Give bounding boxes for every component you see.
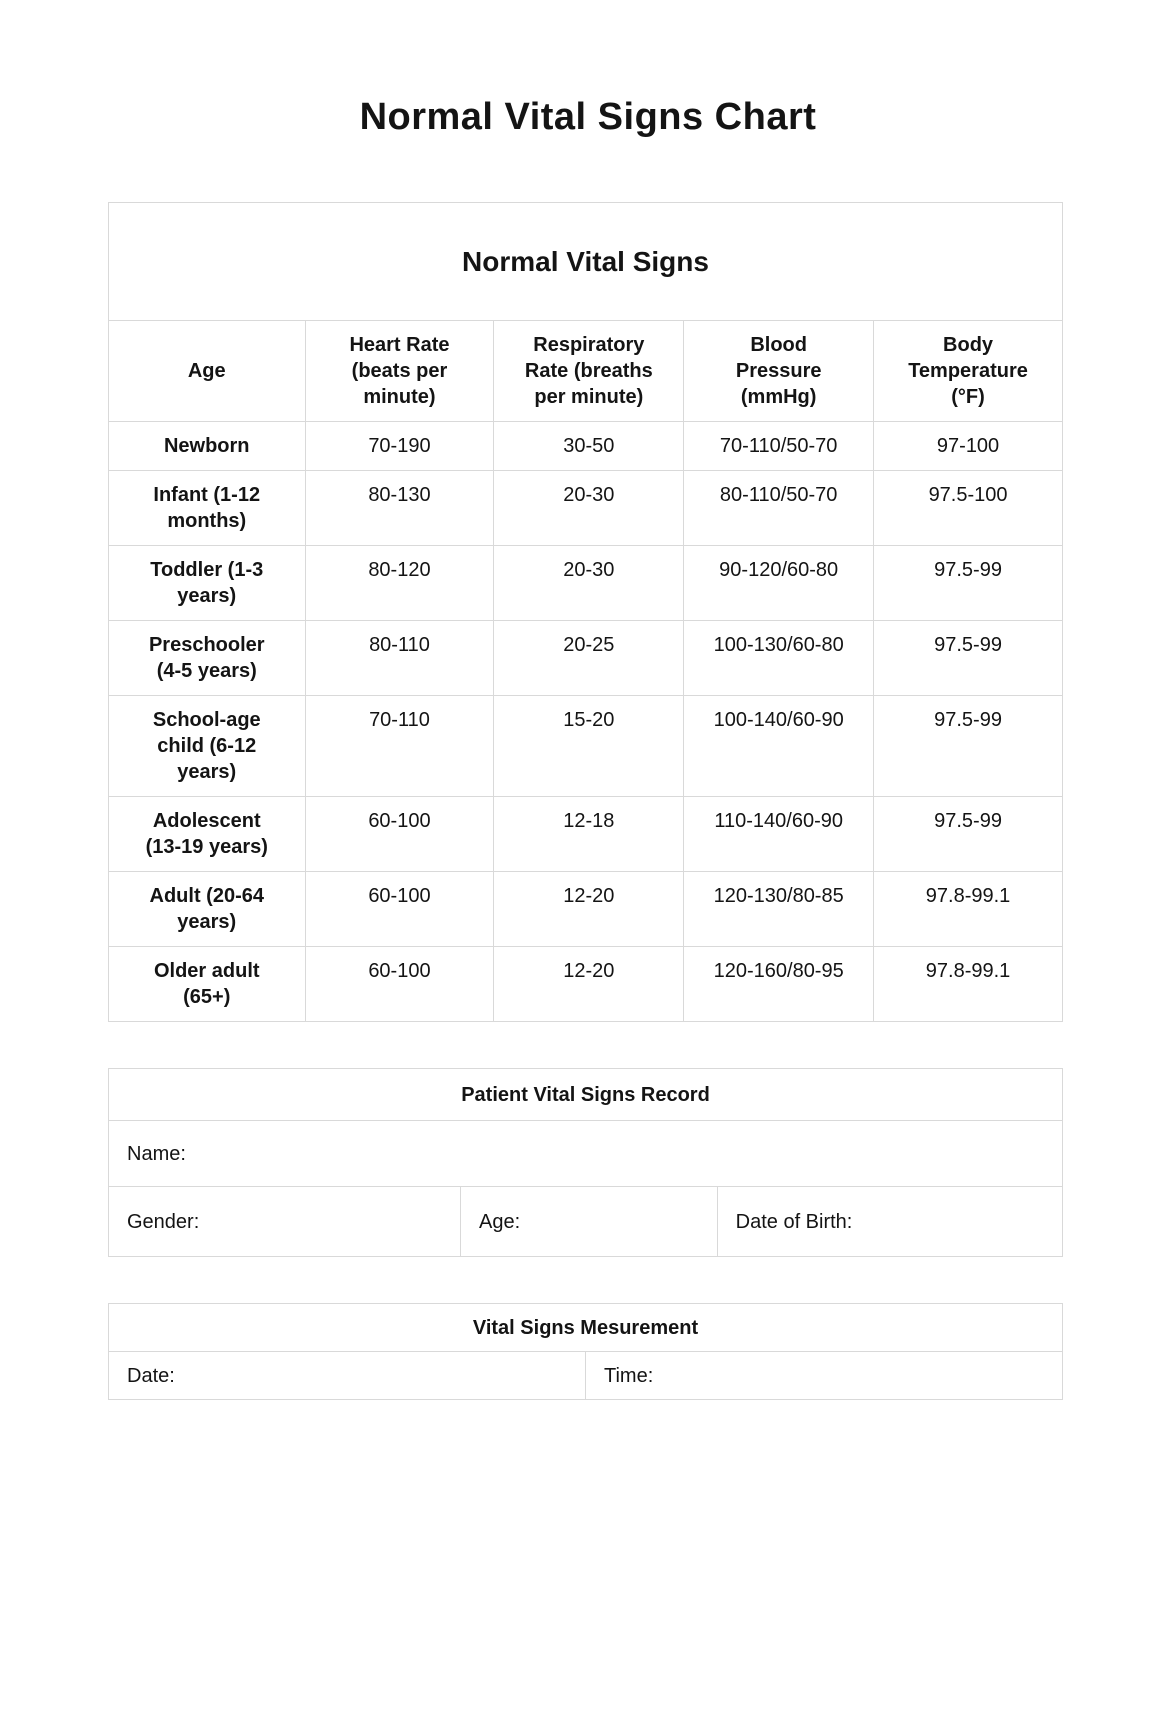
page-title: Normal Vital Signs Chart — [359, 96, 817, 138]
table-header-row — [109, 321, 1063, 422]
blood-pressure-cell: 100-140/60-90 — [684, 696, 874, 797]
respiratory-rate-cell: 20-25 — [494, 621, 684, 696]
column-header-blood-pressure: Blood Pressure (mmHg) — [684, 321, 874, 422]
time-field: Time: — [586, 1352, 1063, 1400]
table-row — [109, 471, 1063, 546]
column-header-body-temperature: Body Temperature (°F) — [874, 321, 1063, 422]
heart-rate-cell: 80-130 — [305, 471, 494, 546]
body-temperature-cell: 97.8-99.1 — [874, 872, 1063, 947]
age-cell: Older adult (65+) — [109, 947, 306, 1022]
age-cell: School-age child (6-12 years) — [109, 696, 306, 797]
column-header-heart-rate: Heart Rate (beats per minute) — [305, 321, 494, 422]
patient-record-section — [108, 1068, 1063, 1257]
age-cell: Toddler (1-3 years) — [109, 546, 306, 621]
document-sheet — [108, 202, 1063, 1400]
patient-details-row — [109, 1187, 1063, 1257]
heart-rate-cell: 60-100 — [305, 872, 494, 947]
section-title: Patient Vital Signs Record — [109, 1069, 1063, 1121]
table-row — [109, 422, 1063, 471]
table-row — [109, 797, 1063, 872]
table-row — [109, 872, 1063, 947]
gender-field: Gender: — [109, 1187, 461, 1257]
blood-pressure-cell: 90-120/60-80 — [684, 546, 874, 621]
blood-pressure-cell: 120-160/80-95 — [684, 947, 874, 1022]
blood-pressure-cell: 100-130/60-80 — [684, 621, 874, 696]
table-row — [109, 621, 1063, 696]
body-temperature-cell: 97.5-99 — [874, 696, 1063, 797]
name-row — [109, 1121, 1063, 1187]
section-title: Vital Signs Mesurement — [109, 1304, 1063, 1352]
table-title-row — [109, 203, 1063, 321]
heart-rate-cell: 70-110 — [305, 696, 494, 797]
body-temperature-cell: 97.5-99 — [874, 797, 1063, 872]
measurement-row — [109, 1352, 1063, 1400]
table-row — [109, 947, 1063, 1022]
table-title: Normal Vital Signs — [109, 203, 1063, 321]
measurement-section — [108, 1303, 1063, 1400]
body-temperature-cell: 97.5-99 — [874, 621, 1063, 696]
blood-pressure-cell: 120-130/80-85 — [684, 872, 874, 947]
respiratory-rate-cell: 20-30 — [494, 546, 684, 621]
normal-vital-signs-table — [108, 202, 1063, 1022]
section-title-row — [109, 1304, 1063, 1352]
table-row — [109, 546, 1063, 621]
respiratory-rate-cell: 12-20 — [494, 872, 684, 947]
body-temperature-cell: 97-100 — [874, 422, 1063, 471]
body-temperature-cell: 97.8-99.1 — [874, 947, 1063, 1022]
blood-pressure-cell: 70-110/50-70 — [684, 422, 874, 471]
respiratory-rate-cell: 20-30 — [494, 471, 684, 546]
blood-pressure-cell: 110-140/60-90 — [684, 797, 874, 872]
table-row — [109, 696, 1063, 797]
name-field: Name: — [109, 1121, 1063, 1187]
column-header-age: Age — [109, 321, 306, 422]
age-cell: Infant (1-12 months) — [109, 471, 306, 546]
age-cell: Newborn — [109, 422, 306, 471]
document-page — [0, 94, 1176, 1724]
age-field: Age: — [461, 1187, 718, 1257]
heart-rate-cell: 60-100 — [305, 797, 494, 872]
section-title-row — [109, 1069, 1063, 1121]
column-header-respiratory-rate: Respiratory Rate (breaths per minute) — [494, 321, 684, 422]
age-cell: Adult (20-64 years) — [109, 872, 306, 947]
heart-rate-cell: 80-120 — [305, 546, 494, 621]
date-field: Date: — [109, 1352, 586, 1400]
date-of-birth-field: Date of Birth: — [717, 1187, 1062, 1257]
respiratory-rate-cell: 12-20 — [494, 947, 684, 1022]
heart-rate-cell: 60-100 — [305, 947, 494, 1022]
heart-rate-cell: 70-190 — [305, 422, 494, 471]
body-temperature-cell: 97.5-100 — [874, 471, 1063, 546]
age-cell: Preschooler (4-5 years) — [109, 621, 306, 696]
age-cell: Adolescent (13-19 years) — [109, 797, 306, 872]
blood-pressure-cell: 80-110/50-70 — [684, 471, 874, 546]
body-temperature-cell: 97.5-99 — [874, 546, 1063, 621]
respiratory-rate-cell: 12-18 — [494, 797, 684, 872]
heart-rate-cell: 80-110 — [305, 621, 494, 696]
respiratory-rate-cell: 15-20 — [494, 696, 684, 797]
respiratory-rate-cell: 30-50 — [494, 422, 684, 471]
